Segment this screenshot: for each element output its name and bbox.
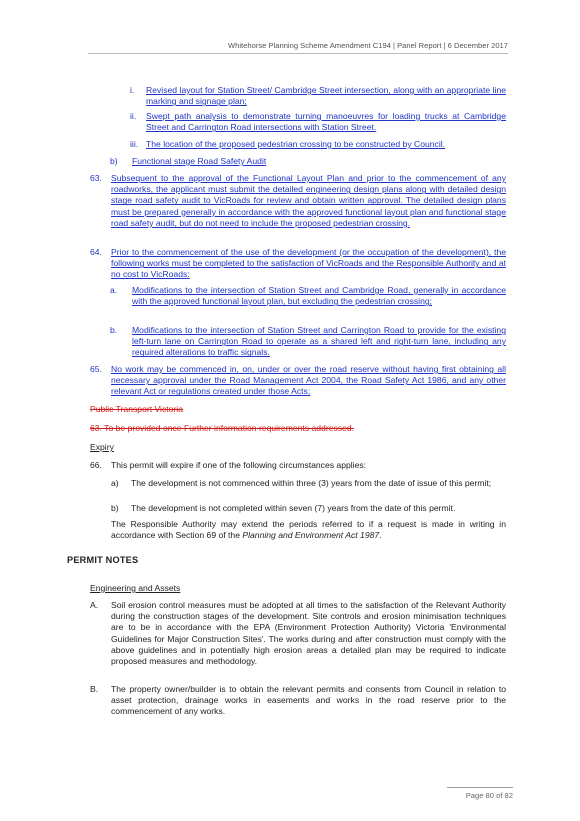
note-number: B. [90,684,99,694]
condition-65 [90,364,506,398]
extension-paragraph [111,519,506,541]
condition-64b [110,325,506,359]
list-number: i. [130,85,135,95]
note-b [90,684,506,718]
condition-text: Subsequent to the approval of the Functional Layout Plan and prior to the commencement of any roadworks, the applicant must submit the detailed engineering design plans along with detailed design stage road safety audit to VicRoads for review and obtain written approval. The detailed design plans must be prepared generally in accordance with the approved functional layout plan and functional stage road safety audit, but do not need to include the proposed pedestrian crossing. [111,173,506,228]
note-number: A. [90,600,99,610]
page-number: Page 80 of 82 [465,791,513,800]
list-number: iii. [130,139,139,149]
condition-text: The development is not commenced within three (3) years from the date of issue of this permit; [131,478,492,488]
extension-end: . [379,530,382,541]
condition-66b [111,503,506,514]
act-name: Planning and Environment Act 1987 [242,530,380,541]
condition-number: b. [110,325,118,335]
expiry-heading: Expiry [90,442,114,452]
condition-number: 63. [90,173,102,183]
deleted-heading: Public Transport Victoria [90,404,183,414]
permit-notes-heading: PERMIT NOTES [67,555,139,565]
deleted-condition: 63. To be provided once Further information requirements addressed. [90,423,355,433]
condition-text: The development is not completed within seven (7) years from the date of this permit. [131,503,456,513]
condition-number: a. [110,285,118,295]
condition-number: b) [111,503,119,513]
engineering-heading: Engineering and Assets [90,583,181,593]
footer-rule [447,787,513,788]
list-text: Revised layout for Station Street/ Cambridge Street intersection, along with an appropriate line marking and signage plan; [146,85,506,107]
list-text: Swept path analysis to demonstrate turning manoeuvres for loading trucks at Cambridge Street and Carrington Road intersections with Station Street. [146,111,506,133]
header-rule [88,53,508,54]
condition-text: This permit will expire if one of the following circumstances applies: [111,460,367,470]
condition-text: Modifications to the intersection of Station Street and Carrington Road to provide for the existing left-turn lane on Carrington Road to operate as a shared left and right-turn lane, including any required alterations to traffic signals. [132,325,506,358]
list-item [130,139,506,150]
note-text: The property owner/builder is to obtain the relevant permits and consents from Council in relation to asset protection, drainage works in easements and works in the road reserve prior to the commencement of any works. [111,684,506,717]
list-item [130,85,506,107]
condition-64 [90,247,506,281]
extension-text: The Responsible Authority may extend the periods referred to if a request is made in writing in accordance with Section 69 of the [111,519,506,541]
condition-number: 65. [90,364,102,374]
condition-text: No work may be commenced in, on, under or over the road reserve without having first obtaining all necessary approval under the Road Management Act 2004, the Road Safety Act 1986, and any other relevant Act or regulations created under those Acts; [111,364,506,397]
condition-number: 66. [90,460,102,470]
page-header: Whitehorse Planning Scheme Amendment C194 | Panel Report | 6 December 2017 [227,41,508,50]
list-number: ii. [130,111,137,121]
note-text: Soil erosion control measures must be adopted at all times to the satisfaction of the Relevant Authority during the construction stages of the development. Site controls and erosion minimisation techniques are to be in accordance with the EPA (Environment Protection Authority) Victoria 'Environmental Guidelines for Major Construction Sites'. The works during and after construction must comply with the above guidelines and in potentially high erosion areas a detailed plan may be required to indicate proposed measures and methodology. [111,600,506,667]
condition-63 [90,173,506,229]
list-number: b) [110,156,118,166]
condition-66a [111,478,506,489]
list-item [130,111,506,133]
note-a [90,600,506,667]
condition-number: a) [111,478,119,488]
list-text: Functional stage Road Safety Audit [132,156,267,166]
list-item [110,156,506,167]
condition-text: Prior to the commencement of the use of the development (or the occupation of the development), the following works must be completed to the satisfaction of VicRoads and the Responsible Authority and at no cost to VicRoads: [111,247,506,280]
condition-64a [110,285,506,307]
condition-number: 64. [90,247,102,257]
condition-text: Modifications to the intersection of Station Street and Cambridge Road, generally in accordance with the approved functional layout plan, but excluding the pedestrian crossing; [132,285,506,307]
condition-66 [90,460,506,471]
list-text: The location of the proposed pedestrian crossing to be constructed by Council. [146,139,446,149]
